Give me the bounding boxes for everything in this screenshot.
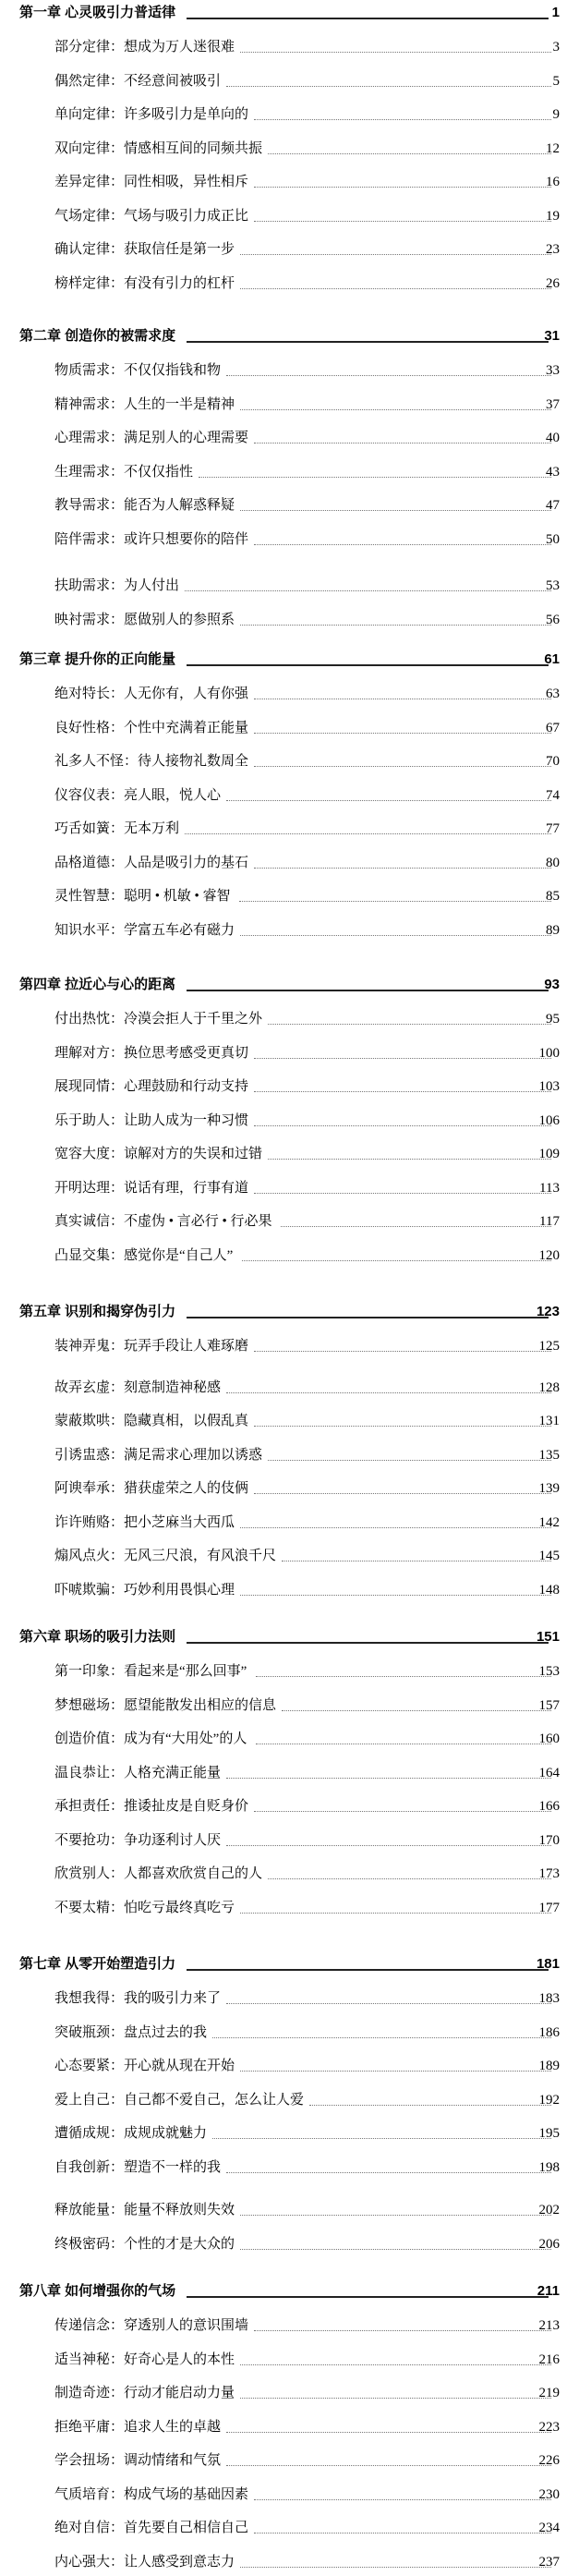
toc-entry[interactable]: [0, 2349, 579, 2371]
toc-entry[interactable]: [0, 1075, 579, 1098]
entry-page-number: 113: [539, 1181, 560, 1196]
entry-leader-dots: [254, 766, 551, 767]
entry-title: 引诱盅惑：满足需求心理加以诱惑: [54, 1448, 263, 1463]
toc-entry[interactable]: [0, 394, 579, 416]
entry-page-number: 117: [539, 1214, 560, 1229]
entry-title: 灵性智慧：聪明 • 机敏 • 睿智: [54, 889, 231, 904]
chapter-leader-line: [187, 1969, 549, 1971]
entry-page-number: 16: [546, 175, 560, 189]
entry-title: 凸显交集：感觉你是“自己人”: [54, 1248, 234, 1263]
toc-entry[interactable]: [0, 818, 579, 840]
chapter-row[interactable]: [0, 2, 579, 24]
entry-page-number: 189: [538, 2059, 560, 2073]
entry-page-number: 192: [538, 2093, 560, 2108]
chapter-title: 第七章 从零开始塑造引力: [19, 1956, 176, 1972]
entry-leader-dots: [240, 2215, 551, 2216]
entry-leader-dots: [240, 510, 551, 511]
entry-title: 确认定律：获取信任是第一步: [54, 242, 235, 257]
toc-entry[interactable]: [0, 103, 579, 126]
toc-entry[interactable]: [0, 2157, 579, 2179]
toc-entry[interactable]: [0, 1512, 579, 1534]
toc-entry[interactable]: [0, 138, 579, 160]
toc-entry[interactable]: [0, 2089, 579, 2111]
entry-title: 我想我得：我的吸引力来了: [54, 1991, 222, 2006]
chapter-page-number: 1: [551, 5, 560, 20]
chapter-leader-line: [187, 2296, 549, 2298]
chapter-page-number: 181: [536, 1956, 560, 1972]
toc-entry[interactable]: [0, 1795, 579, 1817]
chapter-row[interactable]: [0, 649, 579, 671]
entry-leader-dots: [254, 544, 551, 545]
entry-page-number: 9: [552, 107, 560, 122]
entry-page-number: 219: [538, 2386, 560, 2400]
entry-leader-dots: [254, 1125, 551, 1126]
entry-title: 拒绝平庸：追求人生的卓越: [54, 2420, 222, 2435]
toc-entry[interactable]: [0, 2315, 579, 2337]
chapter-row[interactable]: [0, 974, 579, 996]
entry-page-number: 206: [538, 2237, 560, 2252]
entry-page-number: 131: [538, 1414, 560, 1428]
toc-entry[interactable]: [0, 1728, 579, 1750]
chapter-row[interactable]: [0, 1626, 579, 1648]
entry-leader-dots: [254, 1091, 551, 1092]
toc-entry[interactable]: [0, 885, 579, 907]
entry-leader-dots: [185, 590, 551, 591]
toc-entry[interactable]: [0, 461, 579, 483]
toc-entry[interactable]: [0, 575, 579, 597]
entry-title: 精神需求：人生的一半是精神: [54, 397, 235, 412]
entry-leader-dots: [240, 1913, 551, 1914]
chapter-page-number: 123: [536, 1304, 560, 1319]
entry-leader-dots: [242, 1260, 552, 1261]
entry-leader-dots: [254, 733, 551, 734]
entry-leader-dots: [254, 1193, 551, 1194]
chapter-title: 第三章 提升你的正向能量: [19, 651, 176, 667]
entry-title: 心态要紧：开心就从现在开始: [54, 2059, 235, 2073]
entry-page-number: 128: [538, 1380, 560, 1395]
chapter-leader-line: [187, 664, 549, 666]
entry-leader-dots: [226, 2172, 551, 2173]
entry-leader-dots: [254, 119, 551, 120]
toc-entry[interactable]: [0, 1377, 579, 1399]
entry-page-number: 63: [546, 687, 560, 701]
chapter-title: 第五章 识别和揭穿伪引力: [19, 1304, 176, 1319]
entry-page-number: 19: [546, 209, 560, 224]
entry-title: 温良恭让：人格充满正能量: [54, 1766, 222, 1780]
entry-leader-dots: [254, 1058, 551, 1059]
entry-page-number: 213: [538, 2318, 560, 2333]
entry-title: 礼多人不怪：待人接物礼数周全: [54, 754, 249, 769]
entry-leader-dots: [240, 409, 551, 410]
entry-title: 适当神秘：好奇心是人的本性: [54, 2352, 235, 2367]
entry-title: 气场定律：气场与吸引力成正比: [54, 209, 249, 224]
entry-leader-dots: [226, 1778, 551, 1779]
entry-title: 真实诚信：不虚伪 • 言必行 • 行必果: [54, 1214, 272, 1229]
toc-entry[interactable]: [0, 2382, 579, 2404]
entry-leader-dots: [240, 288, 551, 289]
chapter-title: 第一章 心灵吸引力普适律: [19, 5, 176, 20]
entry-leader-dots: [256, 1676, 552, 1677]
toc-entry[interactable]: [0, 1008, 579, 1030]
entry-title: 仪容仪表：亮人眼，悦人心: [54, 788, 222, 803]
toc-entry[interactable]: [0, 1660, 579, 1683]
chapter-page-number: 151: [536, 1629, 560, 1645]
chapter-row[interactable]: [0, 2280, 579, 2303]
entry-leader-dots: [226, 2465, 551, 2466]
entry-title: 榜样定律：有没有引力的杠杆: [54, 276, 235, 291]
toc-entry[interactable]: [0, 2199, 579, 2221]
toc-entry[interactable]: [0, 2022, 579, 2044]
entry-leader-dots: [240, 2567, 551, 2568]
entry-title: 吓唬欺骗：巧妙利用畏惧心理: [54, 1583, 235, 1598]
entry-page-number: 95: [546, 1012, 560, 1027]
entry-title: 知识水平：学富五车必有磁力: [54, 923, 235, 938]
entry-title: 学会扭场：调动情绪和气氛: [54, 2453, 222, 2468]
entry-leader-dots: [226, 1845, 551, 1846]
toc-entry[interactable]: [0, 1545, 579, 1567]
chapter-leader-line: [187, 1317, 549, 1318]
toc-entry[interactable]: [0, 1444, 579, 1466]
chapter-title: 第六章 职场的吸引力法则: [19, 1629, 176, 1645]
entry-leader-dots: [254, 2330, 551, 2331]
entry-title: 映衬需求：愿做别人的参照系: [54, 613, 235, 627]
chapter-title: 第四章 拉近心与心的距离: [19, 977, 176, 992]
entry-title: 生理需求：不仅仅指性: [54, 465, 194, 480]
entry-leader-dots: [240, 254, 551, 255]
entry-title: 自我创新：塑造不一样的我: [54, 2160, 222, 2175]
entry-leader-dots: [240, 2364, 551, 2365]
toc-entry[interactable]: [0, 1762, 579, 1784]
entry-leader-dots: [240, 625, 551, 626]
entry-title: 教导需求：能否为人解惑释疑: [54, 498, 235, 513]
entry-title: 绝对特长：人无你有，人有你强: [54, 687, 249, 701]
entry-page-number: 164: [538, 1766, 560, 1780]
entry-page-number: 109: [538, 1147, 560, 1161]
entry-title: 双向定律：情感相互间的同频共振: [54, 141, 263, 156]
entry-page-number: 145: [538, 1549, 560, 1563]
entry-page-number: 23: [546, 242, 560, 257]
entry-page-number: 223: [538, 2420, 560, 2435]
entry-title: 释放能量：能量不释放则失效: [54, 2203, 235, 2218]
entry-title: 故弄玄虚：刻意制造神秘感: [54, 1380, 222, 1395]
toc-entry[interactable]: [0, 683, 579, 705]
entry-page-number: 100: [538, 1046, 560, 1061]
entry-page-number: 106: [538, 1113, 560, 1128]
entry-page-number: 160: [538, 1732, 560, 1746]
entry-leader-dots: [212, 2037, 551, 2038]
entry-leader-dots: [268, 1878, 551, 1879]
toc-entry[interactable]: [0, 1143, 579, 1165]
entry-title: 巧舌如簧：无本万利: [54, 821, 180, 836]
entry-leader-dots: [226, 1392, 551, 1393]
entry-page-number: 103: [538, 1079, 560, 1094]
entry-leader-dots: [226, 800, 551, 801]
entry-title: 付出热忱：冷漠会拒人于千里之外: [54, 1012, 263, 1027]
entry-page-number: 12: [546, 141, 560, 156]
entry-title: 物质需求：不仅仅指钱和物: [54, 363, 222, 378]
entry-title: 偶然定律：不经意间被吸引: [54, 74, 222, 89]
toc-entry[interactable]: [0, 1579, 579, 1601]
chapter-row[interactable]: [0, 1301, 579, 1323]
entry-title: 传递信念：穿透别人的意识围墙: [54, 2318, 249, 2333]
toc-entry[interactable]: [0, 494, 579, 516]
entry-title: 梦想磁场：愿望能散发出相应的信息: [54, 1698, 277, 1713]
entry-page-number: 120: [538, 1248, 560, 1263]
entry-title: 制造奇迹：行动才能启动力量: [54, 2386, 235, 2400]
entry-leader-dots: [254, 1811, 551, 1812]
toc-entry[interactable]: [0, 359, 579, 382]
entry-leader-dots: [254, 1493, 551, 1494]
entry-title: 内心强大：让人感受到意志力: [54, 2555, 235, 2570]
entry-page-number: 195: [538, 2126, 560, 2141]
toc-entry[interactable]: [0, 1210, 579, 1233]
chapter-title: 第二章 创造你的被需求度: [19, 328, 176, 344]
toc-entry[interactable]: [0, 1863, 579, 1885]
toc-entry[interactable]: [0, 1829, 579, 1852]
entry-page-number: 80: [546, 856, 560, 870]
entry-page-number: 70: [546, 754, 560, 769]
entry-leader-dots: [268, 1024, 551, 1025]
entry-title: 理解对方：换位思考感受更真切: [54, 1046, 249, 1061]
toc-entry[interactable]: [0, 852, 579, 874]
toc-entry[interactable]: [0, 1110, 579, 1132]
toc-entry[interactable]: [0, 1177, 579, 1199]
entry-title: 爱上自己：自己都不爱自己，怎么让人爱: [54, 2093, 305, 2108]
entry-leader-dots: [254, 187, 551, 188]
toc-entry[interactable]: [0, 1695, 579, 1717]
entry-page-number: 148: [538, 1583, 560, 1598]
chapter-leader-line: [187, 990, 549, 991]
toc-entry[interactable]: [0, 1410, 579, 1432]
entry-page-number: 26: [546, 276, 560, 291]
entry-leader-dots: [226, 2432, 551, 2433]
entry-page-number: 183: [538, 1991, 560, 2006]
entry-page-number: 173: [538, 1866, 560, 1881]
toc-entry[interactable]: [0, 1477, 579, 1500]
entry-title: 差异定律：同性相吸，异性相斥: [54, 175, 249, 189]
toc-entry[interactable]: [0, 784, 579, 807]
toc-entry[interactable]: [0, 609, 579, 631]
toc-entry[interactable]: [0, 2449, 579, 2472]
toc-entry[interactable]: [0, 238, 579, 261]
entry-leader-dots: [281, 1226, 551, 1227]
entry-page-number: 153: [538, 1664, 560, 1679]
entry-title: 突破瓶颈：盘点过去的我: [54, 2025, 208, 2040]
entry-page-number: 125: [538, 1339, 560, 1354]
chapter-row[interactable]: [0, 1953, 579, 1975]
toc-entry[interactable]: [0, 2551, 579, 2573]
entry-leader-dots: [254, 1426, 551, 1427]
entry-title: 遭循成规：成规成就魅力: [54, 2126, 208, 2141]
entry-title: 展现同情：心理鼓励和行动支持: [54, 1079, 249, 1094]
entry-page-number: 85: [546, 889, 560, 904]
entry-page-number: 5: [552, 74, 560, 89]
entry-title: 阿谀奉承：猎获虚荣之人的伎俩: [54, 1481, 249, 1496]
entry-page-number: 234: [538, 2521, 560, 2535]
entry-leader-dots: [239, 901, 551, 902]
entry-leader-dots: [240, 1595, 551, 1596]
entry-title: 部分定律：想成为万人迷很难: [54, 40, 235, 55]
chapter-row[interactable]: [0, 325, 579, 347]
entry-title: 开明达理：说话有理，行事有道: [54, 1181, 249, 1196]
entry-leader-dots: [226, 375, 551, 376]
entry-page-number: 157: [538, 1698, 560, 1713]
entry-title: 绝对自信：首先要自己相信自己: [54, 2521, 249, 2535]
entry-page-number: 135: [538, 1448, 560, 1463]
entry-leader-dots: [254, 443, 551, 444]
entry-page-number: 237: [538, 2555, 560, 2570]
entry-title: 终极密码：个性的才是大众的: [54, 2237, 235, 2252]
entry-page-number: 177: [538, 1901, 560, 1915]
toc-entry[interactable]: [0, 750, 579, 772]
toc-entry[interactable]: [0, 171, 579, 193]
entry-leader-dots: [254, 868, 551, 869]
entry-leader-dots: [268, 1159, 551, 1160]
entry-page-number: 74: [546, 788, 560, 803]
entry-page-number: 33: [546, 363, 560, 378]
entry-title: 诈许贿赂：把小芝麻当大西瓜: [54, 1515, 235, 1530]
toc-entry[interactable]: [0, 2517, 579, 2539]
toc-entry[interactable]: [0, 205, 579, 227]
entry-leader-dots: [199, 477, 551, 478]
entry-leader-dots: [240, 1527, 551, 1528]
entry-page-number: 216: [538, 2352, 560, 2367]
entry-page-number: 3: [552, 40, 560, 55]
entry-page-number: 37: [546, 397, 560, 412]
toc-entry[interactable]: [0, 2055, 579, 2077]
entry-title: 煽风点火：无风三尺浪，有风浪千尺: [54, 1549, 277, 1563]
entry-page-number: 56: [546, 613, 560, 627]
entry-page-number: 53: [546, 578, 560, 593]
entry-page-number: 67: [546, 721, 560, 735]
entry-leader-dots: [309, 2105, 551, 2106]
entry-title: 扶助需求：为人付出: [54, 578, 180, 593]
entry-leader-dots: [226, 86, 551, 87]
entry-leader-dots: [240, 2249, 551, 2250]
entry-title: 良好性格：个性中充满着正能量: [54, 721, 249, 735]
toc-entry[interactable]: [0, 2233, 579, 2255]
entry-page-number: 198: [538, 2160, 560, 2175]
entry-leader-dots: [282, 1710, 551, 1711]
entry-leader-dots: [212, 2138, 551, 2139]
entry-leader-dots: [240, 935, 551, 936]
entry-page-number: 202: [538, 2203, 560, 2218]
toc-entry[interactable]: [0, 1335, 579, 1357]
entry-title: 宽容大度：谅解对方的失误和过错: [54, 1147, 263, 1161]
entry-title: 气质培育：构成气场的基础因素: [54, 2487, 249, 2502]
chapter-title: 第八章 如何增强你的气场: [19, 2283, 176, 2299]
toc-entry[interactable]: [0, 2416, 579, 2438]
chapter-page-number: 211: [537, 2283, 560, 2299]
entry-page-number: 166: [538, 1799, 560, 1814]
toc-entry[interactable]: [0, 70, 579, 92]
entry-leader-dots: [254, 1351, 551, 1352]
entry-title: 不要抢功：争功逐利讨人厌: [54, 1833, 222, 1848]
entry-page-number: 226: [538, 2453, 560, 2468]
toc-entry[interactable]: [0, 273, 579, 295]
entry-page-number: 89: [546, 923, 560, 938]
entry-title: 不要太精：怕吃亏最终真吃亏: [54, 1901, 235, 1915]
entry-leader-dots: [268, 153, 551, 154]
entry-page-number: 50: [546, 532, 560, 547]
entry-page-number: 139: [538, 1481, 560, 1496]
entry-title: 欣赏别人：人都喜欢欣赏自己的人: [54, 1866, 263, 1881]
entry-title: 品格道德：人品是吸引力的基石: [54, 856, 249, 870]
toc-entry[interactable]: [0, 1987, 579, 2010]
toc-entry[interactable]: [0, 2484, 579, 2506]
entry-leader-dots: [226, 2003, 551, 2004]
entry-leader-dots: [185, 833, 551, 834]
entry-leader-dots: [240, 2398, 551, 2399]
entry-page-number: 142: [538, 1515, 560, 1530]
entry-page-number: 186: [538, 2025, 560, 2040]
entry-page-number: 77: [546, 821, 560, 836]
toc-entry[interactable]: [0, 1897, 579, 1919]
entry-leader-dots: [268, 1460, 551, 1461]
toc-entry[interactable]: [0, 36, 579, 58]
chapter-leader-line: [187, 1642, 549, 1644]
entry-leader-dots: [254, 2499, 551, 2500]
entry-title: 蒙蔽欺哄：隐藏真相，以假乱真: [54, 1414, 249, 1428]
entry-page-number: 47: [546, 498, 560, 513]
entry-title: 单向定律：许多吸引力是单向的: [54, 107, 249, 122]
chapter-leader-line: [187, 18, 549, 19]
entry-title: 承担责任：推诿扯皮是自贬身价: [54, 1799, 249, 1814]
chapter-leader-line: [187, 341, 549, 343]
entry-page-number: 170: [538, 1833, 560, 1848]
chapter-page-number: 31: [544, 328, 560, 344]
entry-title: 创造价值：成为有“大用处”的人: [54, 1732, 247, 1746]
entry-leader-dots: [254, 221, 551, 222]
entry-page-number: 230: [538, 2487, 560, 2502]
entry-leader-dots: [240, 2071, 551, 2072]
entry-title: 乐于助人：让助人成为一种习惯: [54, 1113, 249, 1128]
entry-title: 第一印象：看起来是“那么回事”: [54, 1664, 247, 1679]
toc-entry[interactable]: [0, 427, 579, 449]
toc-entry[interactable]: [0, 2122, 579, 2145]
toc-entry[interactable]: [0, 1245, 579, 1267]
entry-page-number: 43: [546, 465, 560, 480]
toc-entry[interactable]: [0, 529, 579, 551]
entry-page-number: 40: [546, 431, 560, 445]
toc-entry[interactable]: [0, 717, 579, 739]
chapter-page-number: 93: [544, 977, 560, 992]
entry-leader-dots: [240, 52, 551, 53]
chapter-page-number: 61: [544, 651, 560, 667]
entry-title: 装神弄鬼：玩弄手段让人难琢磨: [54, 1339, 249, 1354]
toc-entry[interactable]: [0, 919, 579, 942]
entry-title: 心理需求：满足别人的心理需要: [54, 431, 249, 445]
toc-entry[interactable]: [0, 1042, 579, 1064]
entry-title: 陪伴需求：或许只想要你的陪伴: [54, 532, 249, 547]
